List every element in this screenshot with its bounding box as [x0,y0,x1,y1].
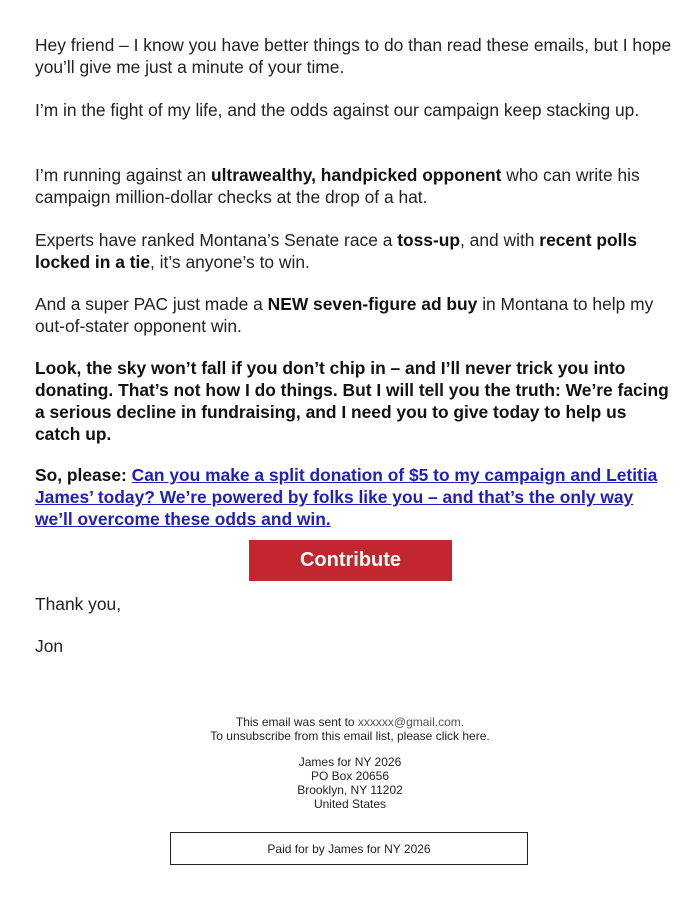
address-country: United States [313,797,387,811]
paragraph-superpac [35,293,675,337]
signoff-thanks: Thank you, [35,594,122,614]
paragraph-fight [35,99,675,121]
address-line2: Brooklyn, NY 11202 [297,783,403,797]
superpac-text-end: in Montana to help my out-of-stater opponent win. [35,294,654,336]
superpac-bold: NEW seven-figure ad buy [267,294,478,314]
opponent-text-end: who can write his campaign million-dollar checks at the drop of a hat. [35,165,640,207]
experts-bold-polls: recent polls locked in a tie [35,230,637,272]
appeal-text: Look, the sky won’t fall if you don’t chip in – and I’ll never trick you into donating. That’s not how I do things. But I will tell you the truth: We’re facing a serious decline in fundraising, and I need you to give today to help us catch up. [35,358,669,444]
paragraph-opponent [35,164,675,208]
experts-text-end: , it’s anyone’s to win. [150,252,310,272]
sent-to-line: This email was sent to xxxxxx@gmail.com. [235,715,465,729]
footer-notice [0,715,700,743]
paid-for-box: Paid for by James for NY 2026 [170,832,528,865]
donation-link[interactable]: Can you make a split donation of $5 to my campaign and Letitia James’ today? We’re powered by folks like you – and that’s the only way we’ll overcome these odds and win. [35,465,658,529]
experts-text-middle: , and with [460,230,540,250]
opponent-text-start: I’m running against an [35,165,211,185]
signoff-name: Jon [35,636,64,656]
paragraph-experts [35,229,675,273]
footer-address [0,755,700,811]
paragraph-appeal [35,357,675,445]
experts-bold-tossup: toss-up [397,230,461,250]
recipient-email: xxxxxx@gmail.com [357,715,461,729]
contribute-button[interactable]: Contribute [249,540,452,581]
unsubscribe-line: To unsubscribe from this email list, please click here. [210,729,490,743]
fight-text: I’m in the fight of my life, and the odds against our campaign keep stacking up. [35,100,640,120]
superpac-text-start: And a super PAC just made a [35,294,268,314]
unsubscribe-link[interactable]: click here [435,729,487,743]
greeting-text: Hey friend – I know you have better things to do than read these emails, but I hope you’ll give me just a minute of your time. [35,35,672,77]
opponent-bold: ultrawealthy, handpicked opponent [210,165,502,185]
paragraph-greeting [35,34,675,78]
address-line1: PO Box 20656 [310,769,390,783]
ask-lead: So, please: [35,465,132,485]
paragraph-ask [35,464,675,530]
address-org: James for NY 2026 [298,755,402,769]
experts-text-start: Experts have ranked Montana’s Senate race a [35,230,398,250]
